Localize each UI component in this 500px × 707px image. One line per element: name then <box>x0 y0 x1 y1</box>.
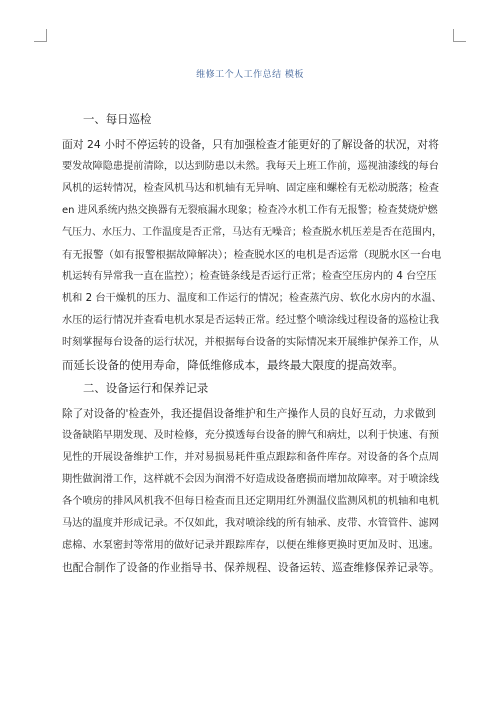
document-body <box>62 108 442 579</box>
paragraph-line: 气压力、水压力、工作温度是否正常，马达有无噪音；检查脱水机压差是否在范围内， <box>62 227 442 238</box>
paragraph-line: 而延长设备的使用寿命，降低维修成本，最终最大限度的提高效率。 <box>62 358 404 372</box>
paragraph-line: 有无报警（如有报警根据故障解决）；检查脱水区的电机是否运常（现脱水区一台电 <box>62 249 442 261</box>
paragraph-line: 机和 2 台干燥机的压力、温度和工作运行的情况；检查蒸汽房、软化水房内的水温、 <box>62 293 442 304</box>
paragraph-line: 马达的温度并形成记录。不仅如此，我对喷涂线的所有轴承、皮带、水管管件、滤网 <box>62 518 439 529</box>
paragraph-line: 机运转有异常我一直在监控）；检查链条线是否运行正常；检查空压房内的 4 台空压 <box>62 271 437 282</box>
paragraph-line: 见性的开展设备维护工作，并对易损易耗件重点跟踪和备件库存。对设备的各个点周 <box>62 452 439 463</box>
paragraph-line: 面对 24 小时不停运转的设备，只有加强检查才能更好的了解设备的状况，对将 <box>62 138 439 151</box>
paragraph-line: en 进风系统内热交换器有无裂痕漏水现象；检查冷水机工作有无报警；检查焚烧炉燃 <box>62 205 438 216</box>
paragraph-line: 也配合制作了设备的作业指导书、保养规程、设备运转、巡查维修保养记录等。 <box>62 561 440 574</box>
document-title: 维修工个人工作总结 模板 <box>196 70 304 80</box>
section-heading-daily-inspection: 一、每日巡检 <box>83 112 152 126</box>
paragraph-operation-maintenance <box>62 403 442 579</box>
paragraph-line: 期性做润滑工作，这样就不会因为润滑不好造成设备磨损而增加故障率。对于喷涂线 <box>62 474 439 485</box>
paragraph-line: 设备缺陷早期发现、及时检修，充分摸透每台设备的脾气和病灶，以利于快速、有预 <box>62 430 439 441</box>
paragraph-line: 虑棉、水泵密封等常用的做好记录并跟踪库存，以便在维修更换时更加及时、迅速。 <box>62 540 439 551</box>
crop-mark-top-left <box>34 29 47 42</box>
paragraph-line: 各个喷房的排风风机我不但每日检查而且还定期用红外测温仪监测风机的机轴和电机 <box>62 496 439 507</box>
paragraph-daily-inspection <box>62 134 442 376</box>
paragraph-line: 要发故障隐患提前清除，以达到防患以未然。我每天上班工作前，巡视油漆线的每台 <box>62 161 439 172</box>
section-heading-operation-maintenance: 二、设备运行和保养记录 <box>83 381 209 395</box>
paragraph-line: 风机的运转情况，检查风机马达和机轴有无异响、固定座和螺栓有无松动脱落；检查 <box>62 183 439 194</box>
paragraph-line: 时刻掌握每台设备的运行状况，并根据每台设备的实际情况来开展维护保养工作，从 <box>62 337 439 348</box>
paragraph-line: 水压的运行情况并查看电机水泵是否运转正常。经过整个喷涂线过程设备的巡检让我 <box>62 315 439 326</box>
paragraph-line: 除了对设备的'检查外，我还提倡设备维护和生产操作人员的良好互动，力求做到 <box>62 408 436 420</box>
crop-mark-top-right <box>453 29 466 42</box>
